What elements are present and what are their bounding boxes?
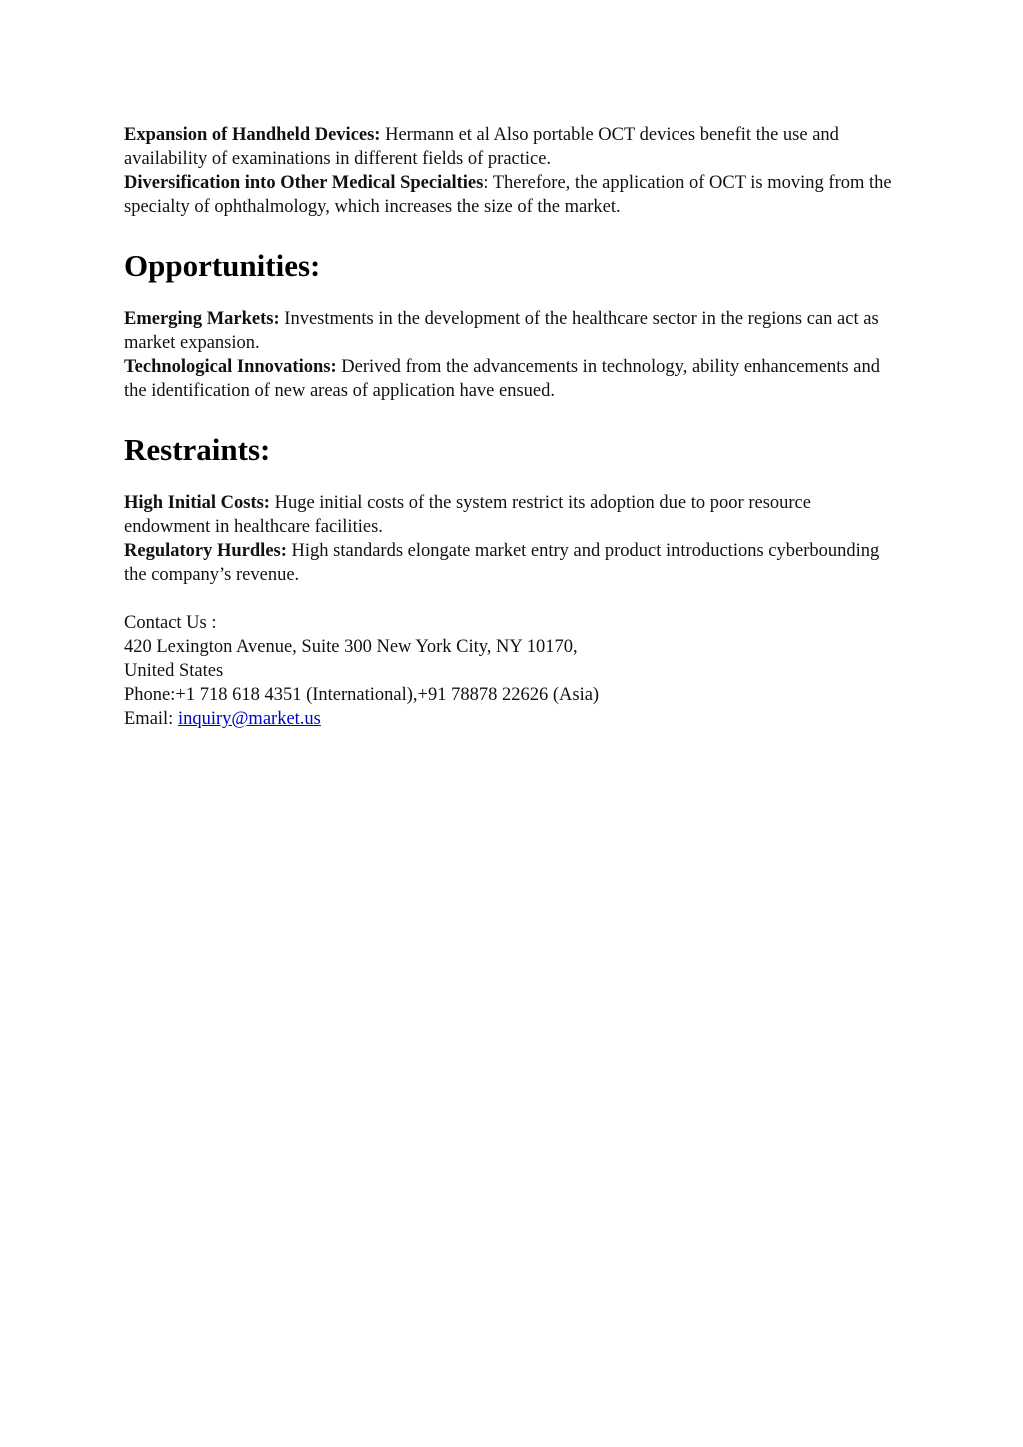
paragraph-emerging-markets xyxy=(124,307,899,355)
paragraph-technological-innovations xyxy=(124,355,899,403)
contact-email-line xyxy=(124,707,899,731)
label-emerging-markets: Emerging Markets: xyxy=(124,309,280,329)
label-regulatory-hurdles: Regulatory Hurdles: xyxy=(124,541,287,561)
contact-address-line2: United States xyxy=(124,661,224,681)
label-technological-innovations: Technological Innovations: xyxy=(124,357,337,377)
text-handheld-devices: Hermann et al Also portable OCT devices benefit the use and availability of examinations in different fields of practice. xyxy=(124,125,839,169)
contact-address-line1: 420 Lexington Avenue, Suite 300 New York City, NY 10170, xyxy=(124,637,578,657)
text-high-initial-costs: Huge initial costs of the system restrict its adoption due to poor resource endowment in healthcare facilities. xyxy=(124,493,811,537)
contact-title: Contact Us : xyxy=(124,613,217,633)
intro-section xyxy=(124,123,899,219)
document-page xyxy=(124,123,899,731)
paragraph-regulatory-hurdles xyxy=(124,539,899,587)
contact-email-label: Email: xyxy=(124,709,178,729)
text-regulatory-hurdles: High standards elongate market entry and product introductions cyberbounding the company’s revenue. xyxy=(124,541,880,585)
opportunities-heading: Opportunities: xyxy=(124,248,321,283)
contact-section xyxy=(124,611,899,731)
contact-phone: Phone:+1 718 618 4351 (International),+91 78878 22626 (Asia) xyxy=(124,685,600,705)
paragraph-diversification xyxy=(124,171,899,219)
text-emerging-markets: Investments in the development of the healthcare sector in the regions can act as market expansion. xyxy=(124,309,879,353)
restraints-section xyxy=(124,491,899,587)
text-diversification: : Therefore, the application of OCT is moving from the specialty of ophthalmology, which increases the size of the market. xyxy=(124,173,892,217)
paragraph-handheld-devices xyxy=(124,123,899,171)
opportunities-section xyxy=(124,307,899,403)
label-high-initial-costs: High Initial Costs: xyxy=(124,493,270,513)
text-technological-innovations: Derived from the advancements in technology, ability enhancements and the identification of new areas of application have ensued. xyxy=(124,357,880,401)
label-diversification: Diversification into Other Medical Specialties xyxy=(124,173,484,193)
paragraph-high-initial-costs xyxy=(124,491,899,539)
label-handheld-devices: Expansion of Handheld Devices: xyxy=(124,125,381,145)
restraints-heading: Restraints: xyxy=(124,432,271,467)
email-link[interactable]: inquiry@market.us xyxy=(177,709,321,729)
